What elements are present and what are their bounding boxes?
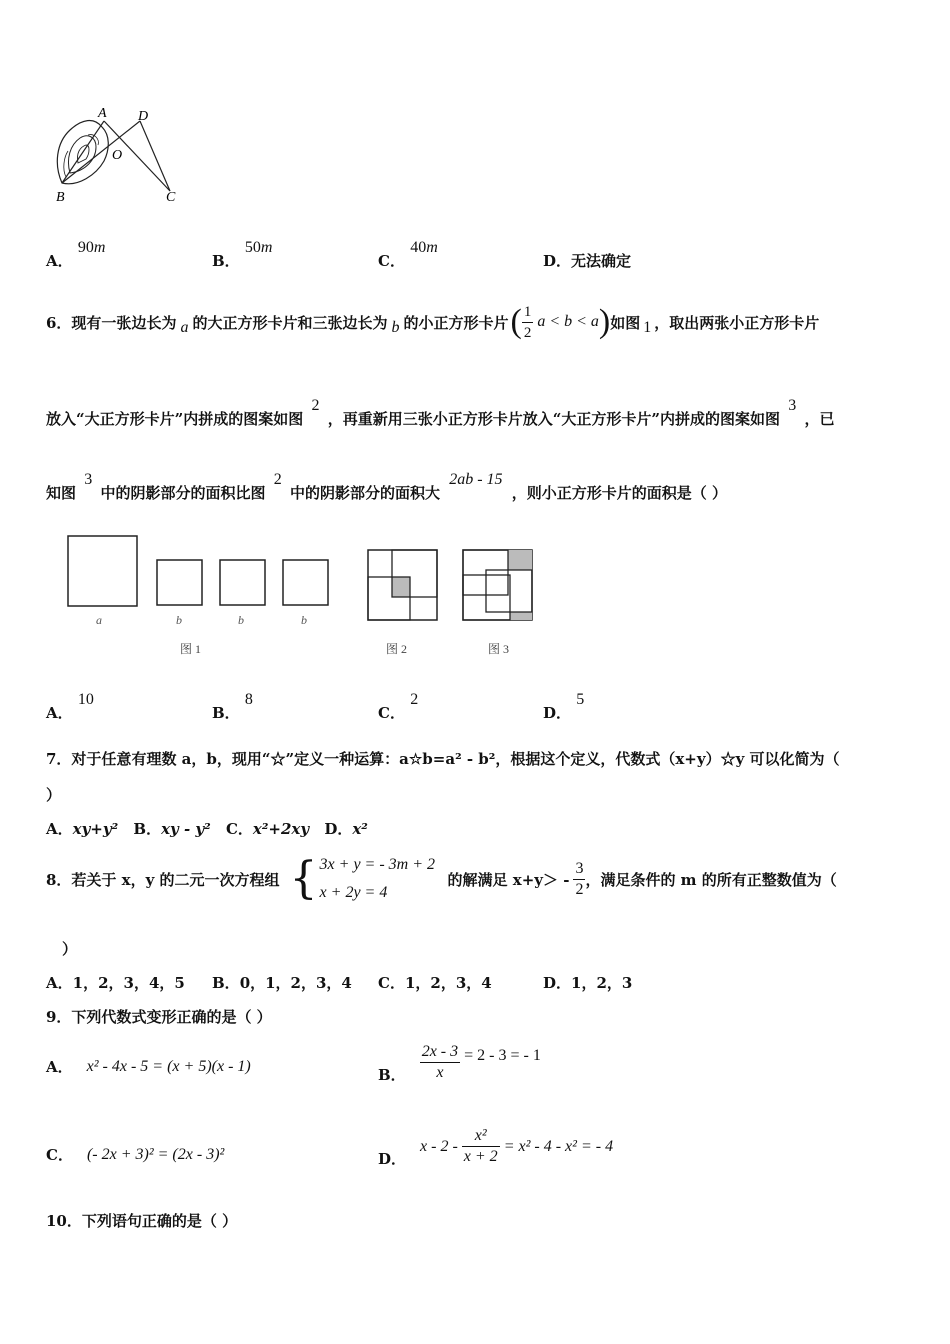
q8-equation-1: 3x + y = - 3m + 2 [319, 856, 436, 873]
q5-option-a-letter: A． [46, 252, 73, 270]
q5-label-b: B [56, 190, 65, 205]
q6-condition-fraction [522, 302, 534, 343]
q9-option-b-letter: B． [378, 1066, 406, 1084]
q10-stem: 10．下列语句正确的是（ ） [46, 1212, 238, 1230]
q6-label-a: a [96, 613, 102, 627]
q8-stem-suffix: ，满足条件的 m 的所有正整数值为（ [585, 870, 837, 889]
q7-option-d[interactable] [324, 820, 368, 838]
q6-fig2-shade [392, 577, 410, 597]
q9-option-b[interactable] [378, 1040, 541, 1085]
q7-option-a[interactable] [46, 820, 118, 838]
q6-paren-right: ) [598, 303, 611, 340]
q6-line2-fig2: 2 [311, 397, 320, 414]
q9-option-b-num: 2x - 3 [420, 1042, 460, 1063]
q6-condition-rest: a < b < a [537, 313, 599, 330]
q7-option-c-expr: x²+2xy [252, 820, 310, 838]
q7-stem-line-1: 7．对于任意有理数 a，b，现用“☆”定义一种运算：a☆b=a² - b²，根据这个定义，代数式（x+y）☆y 可以化简为（ [46, 750, 840, 768]
q8-option-c-letter: C． [378, 974, 405, 992]
q7-option-b[interactable] [133, 820, 210, 838]
q6-stem-mid3: 如图 [610, 313, 641, 332]
q6-option-c[interactable] [378, 691, 419, 723]
q5-option-d-text: 无法确定 [571, 252, 632, 270]
q6-line-1 [46, 298, 819, 346]
q6-card-figure [60, 528, 550, 663]
q7-stem-line-2: ） [46, 786, 62, 804]
q6-stem-suffix: ，取出两张小正方形卡片 [654, 313, 820, 332]
q9-option-d-rest: = x² - 4 - x² = - 4 [503, 1137, 614, 1155]
q8-equation-system [320, 851, 446, 907]
q5-option-b[interactable] [212, 239, 273, 271]
q7-option-d-expr: x² [352, 820, 368, 838]
q6-option-b[interactable] [212, 691, 253, 723]
q5-option-a[interactable] [46, 239, 106, 271]
q5-label-d: D [138, 109, 149, 124]
q6-line3-mid1: 中的阴影部分的面积比图 [100, 484, 266, 502]
q6-line2-fig3: 3 [788, 397, 797, 414]
q8-frac-den: 2 [575, 880, 584, 898]
q6-line-3 [46, 471, 728, 503]
q5-option-a-unit: m [93, 239, 106, 256]
q6-line2-mid: ，再重新用三张小正方形卡片放入“大正方形卡片”内拼成的图案如图 [327, 410, 780, 428]
q8-stem-prefix: 8．若关于 x，y 的二元一次方程组 [46, 870, 280, 889]
q5-option-d-letter: D． [543, 252, 572, 270]
q9-option-a[interactable] [46, 1056, 251, 1077]
q7-option-b-expr: xy - y² [161, 820, 211, 838]
q5-option-b-unit: m [260, 239, 273, 256]
q8-option-b-letter: B． [212, 974, 240, 992]
q6-option-a-value: 10 [77, 691, 94, 708]
q6-option-d-letter: D． [543, 704, 572, 722]
q8-option-a-letter: A． [46, 974, 73, 992]
q6-small-square-1 [157, 560, 202, 605]
q6-option-a[interactable] [46, 691, 94, 723]
q6-line2-suffix: ，已 [804, 410, 835, 428]
q6-option-a-letter: A． [46, 704, 73, 722]
q5-option-c-unit: m [426, 239, 438, 256]
q8-option-c-text: 1，2，3，4 [404, 974, 492, 992]
q9-option-b-fraction [420, 1042, 460, 1083]
q5-option-d[interactable] [543, 250, 631, 271]
q6-stem-mid2: 的小正方形卡片 [403, 313, 509, 332]
q9-option-d-fraction [462, 1126, 500, 1167]
q9-option-d-letter: D． [378, 1150, 407, 1168]
q6-line3-fig3: 3 [84, 471, 93, 488]
q6-line3-suffix: ，则小正方形卡片的面积是（ ） [511, 484, 728, 502]
q8-option-d-text: 1，2，3 [571, 974, 633, 992]
q8-fraction [573, 859, 585, 900]
q6-line3-expr: 2ab - 15 [449, 471, 503, 488]
q6-small-square-3 [283, 560, 328, 605]
q6-small-square-2 [220, 560, 265, 605]
q5-option-b-value: 50 [244, 239, 261, 256]
q5-label-a: A [98, 106, 107, 121]
q9-option-d[interactable] [378, 1124, 613, 1169]
q6-caption-1: 图 1 [180, 642, 202, 656]
q8-option-a-text: 1，2，3，4，5 [72, 974, 185, 992]
q8-system-brace: { [289, 853, 318, 904]
q6-option-c-value: 2 [410, 691, 419, 708]
q7-option-c-letter: C． [225, 820, 253, 838]
q6-fig3-shade-bottom [510, 612, 532, 620]
q6-caption-3: 图 3 [488, 642, 510, 656]
q8-option-b[interactable] [212, 972, 352, 993]
q5-label-o: O [112, 148, 123, 163]
q8-option-c[interactable] [378, 972, 492, 993]
q8-stem-line-2: ） [62, 940, 78, 958]
q8-stem-mid: 的解满足 x+y＞ - [447, 870, 570, 889]
q6-stem-mid1: 的大正方形卡片和三张边长为 [192, 313, 388, 332]
q6-option-b-value: 8 [244, 691, 253, 708]
q6-line3-mid2: 中的阴影部分的面积大 [289, 484, 440, 502]
q5-option-b-letter: B． [212, 252, 240, 270]
q9-stem: 9．下列代数式变形正确的是（ ） [46, 1008, 272, 1026]
q6-var-b: b [391, 319, 400, 336]
q8-stem [46, 850, 837, 908]
q5-geometry-figure [48, 105, 198, 210]
q7-option-d-letter: D． [324, 820, 353, 838]
q9-option-d-num: x² [462, 1126, 500, 1147]
q9-option-a-expr: x² - 4x - 5 = (x + 5)(x - 1) [86, 1057, 251, 1075]
q7-option-a-expr: xy+y² [72, 820, 119, 838]
q6-line2-prefix: 放入“大正方形卡片”内拼成的图案如图 [46, 410, 304, 428]
q6-label-b-3: b [301, 613, 307, 627]
q6-line3-prefix: 知图 [46, 484, 77, 502]
q6-stem-prefix: 6．现有一张边长为 [46, 313, 177, 332]
q5-option-a-value: 90 [77, 239, 94, 256]
q8-option-b-text: 0，1，2，3，4 [239, 974, 352, 992]
q7-option-c[interactable] [226, 820, 309, 838]
q9-option-b-rest: = 2 - 3 = - 1 [464, 1046, 541, 1064]
q8-equation-2: x + 2y = 4 [319, 884, 388, 901]
q6-label-b-2: b [238, 613, 244, 627]
q5-option-c-letter: C． [378, 252, 405, 270]
q6-option-c-letter: C． [378, 704, 405, 722]
q6-frac-num: 1 [522, 302, 534, 323]
q8-option-a[interactable] [46, 972, 185, 993]
q9-option-d-den: x + 2 [463, 1148, 498, 1165]
q9-option-d-pre: x - 2 - [420, 1137, 458, 1155]
q6-option-d[interactable] [543, 691, 585, 723]
q9-option-c-letter: C． [46, 1146, 73, 1164]
q7-option-a-letter: A． [46, 820, 73, 838]
q7-options [46, 818, 368, 839]
q6-fig-ref-1: 1 [643, 319, 652, 336]
q9-option-b-den: x [436, 1064, 444, 1081]
q6-line3-fig2: 2 [273, 471, 282, 488]
q6-frac-den: 2 [523, 324, 532, 341]
q6-caption-2: 图 2 [386, 642, 408, 656]
q6-var-a: a [180, 319, 189, 336]
q6-large-square [68, 536, 137, 606]
q6-option-b-letter: B． [212, 704, 240, 722]
q5-option-c[interactable] [378, 239, 438, 271]
q6-option-d-value: 5 [576, 691, 585, 708]
q6-fig3-shade-top [508, 550, 532, 570]
q9-option-c-expr: (- 2x + 3)² = (2x - 3)² [86, 1145, 225, 1163]
q6-label-b-1: b [176, 613, 182, 627]
q8-frac-num: 3 [573, 859, 585, 880]
q5-option-c-value: 40 [410, 239, 427, 256]
q8-option-d[interactable] [543, 972, 632, 993]
q5-label-c: C [166, 190, 176, 205]
q8-option-d-letter: D． [543, 974, 572, 992]
q9-option-c[interactable] [46, 1144, 224, 1165]
q9-option-a-letter: A． [46, 1058, 73, 1076]
q6-paren-left: ( [510, 303, 522, 340]
q6-line-2 [46, 397, 835, 429]
q7-option-b-letter: B． [133, 820, 162, 838]
